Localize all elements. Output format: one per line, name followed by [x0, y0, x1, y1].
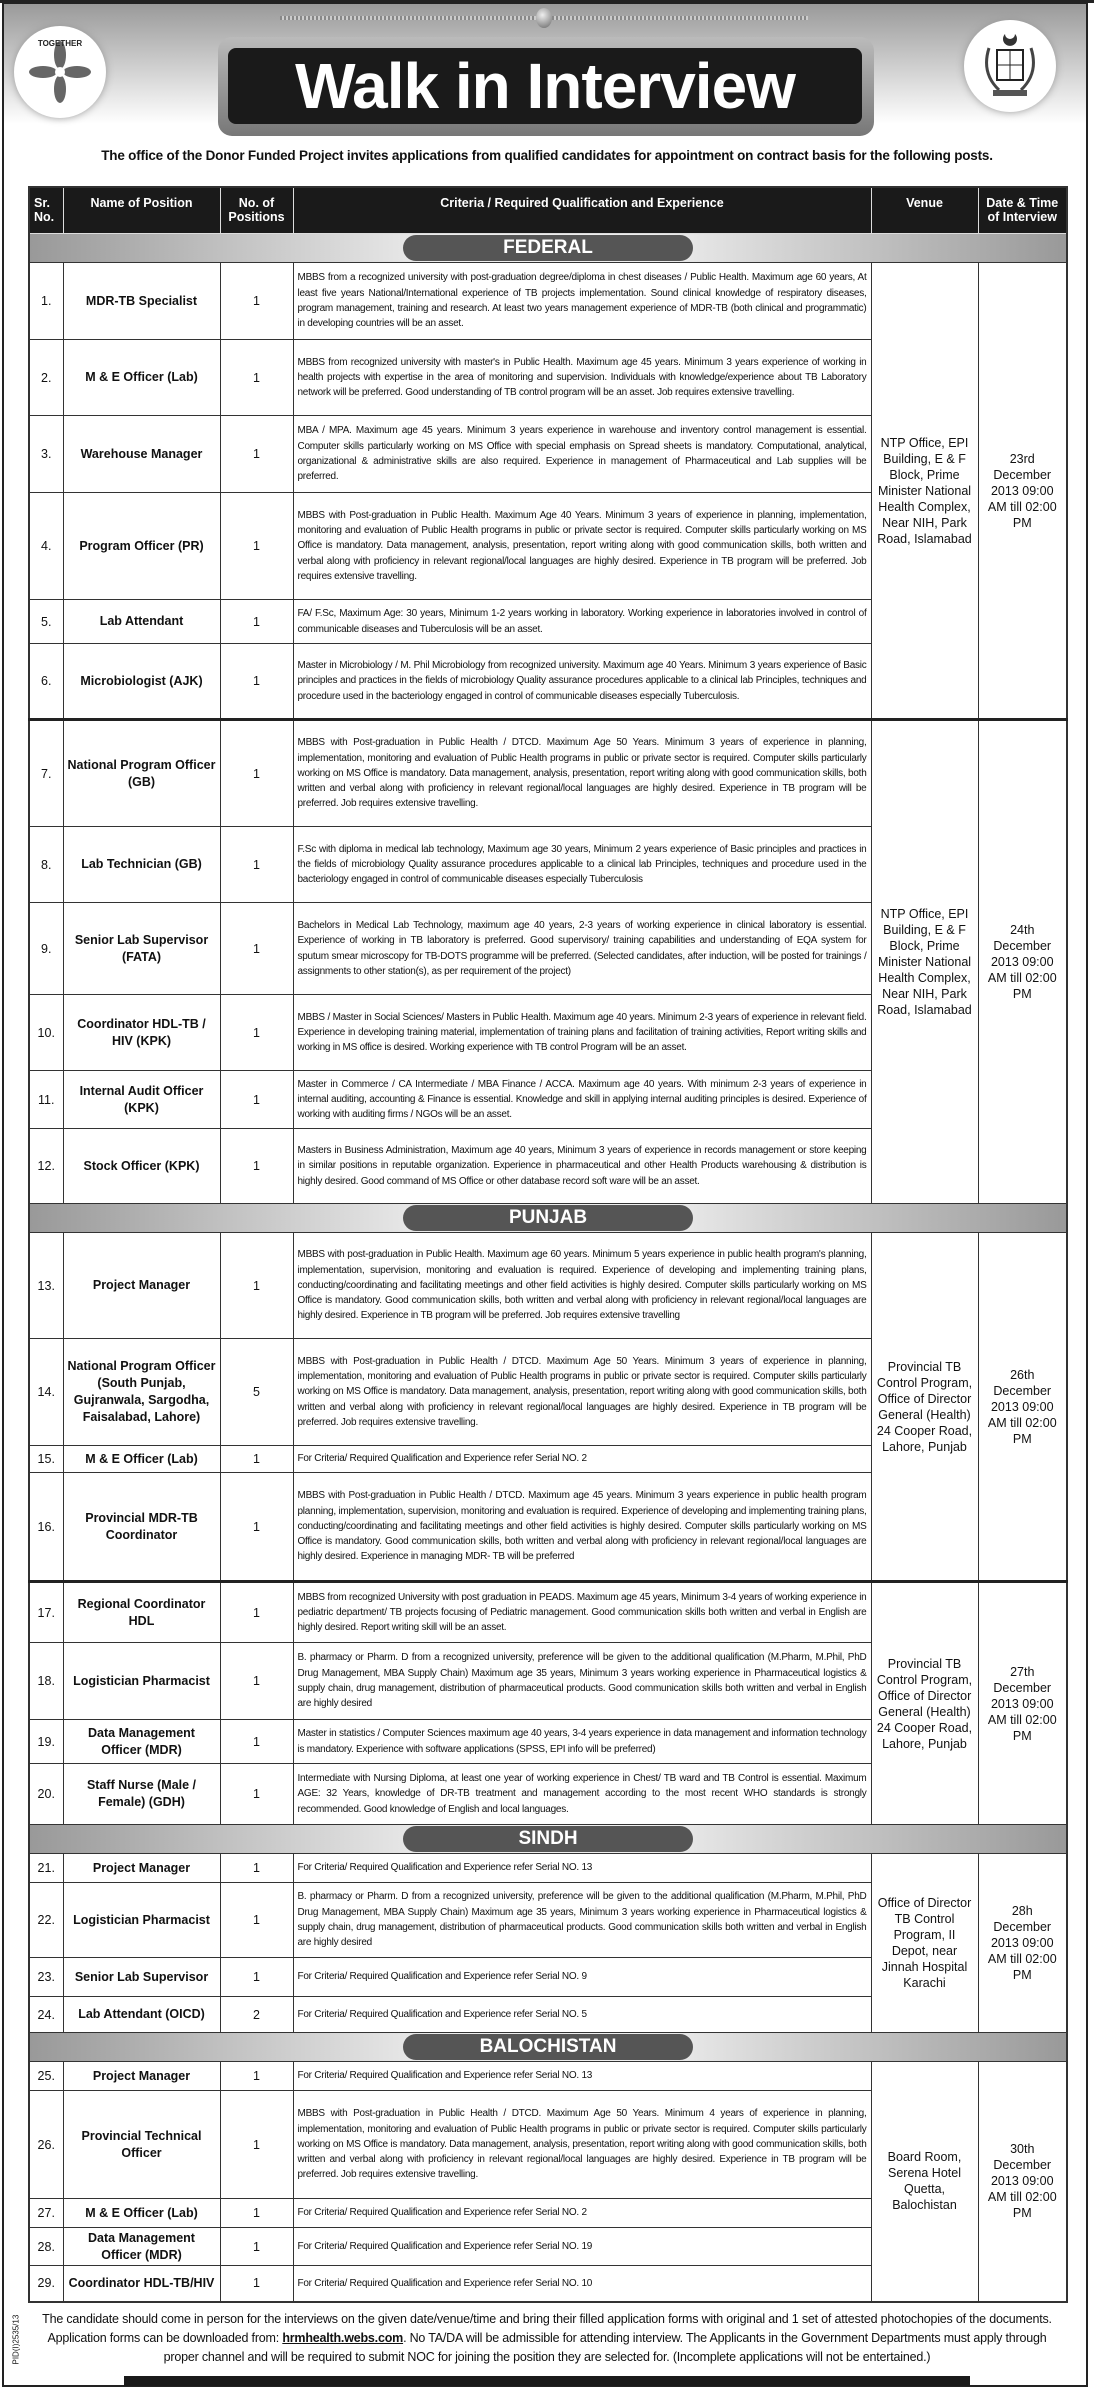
positions-count: 1 [220, 1854, 293, 1883]
criteria-text: Bachelors in Medical Lab Technology, maximum age 40 years, 2-3 years of working experience in clinical laboratory is essential. Experience of working in TB laboratory is preferred. Good supervisory/ training capabilities and understanding of EQA system for sputum smear microscopy for TB-DOTS programme will be preferred. (Selected candidates, after induction, will be posted for trainings / assignments to other station(s), as per requirement of the project) [293, 903, 871, 995]
position-name: Stock Officer (KPK) [63, 1129, 220, 1204]
serial-number: 9. [29, 903, 63, 995]
section-banner-cell [29, 2033, 1067, 2062]
serial-number: 1. [29, 263, 63, 340]
position-name: Project Manager [63, 1233, 220, 1339]
positions-count: 1 [220, 1071, 293, 1129]
positions-count: 1 [220, 1129, 293, 1204]
serial-number: 13. [29, 1233, 63, 1339]
position-name: Lab Technician (GB) [63, 827, 220, 903]
bottom-bar [124, 2376, 970, 2386]
column-header-date: Date & Time of Interview [978, 187, 1067, 234]
decorative-chain [280, 16, 536, 20]
top-border [0, 0, 1094, 3]
position-name: Project Manager [63, 2062, 220, 2091]
positions-count: 1 [220, 2266, 293, 2302]
criteria-text: MBBS from recognized University with post graduation in PEADS. Maximum age 45 years, Minimum 3-4 years of working experience in pediatric department/ TB projects focusing of Pediatric management. Good communication skills both written and verbal in English are highly desired. Report writing skill will be an asset. [293, 1582, 871, 1643]
serial-number: 23. [29, 1958, 63, 1997]
serial-number: 15. [29, 1446, 63, 1473]
footer-notice [30, 2310, 1064, 2367]
serial-number: 20. [29, 1764, 63, 1825]
serial-number: 28. [29, 2228, 63, 2266]
column-header-criteria: Criteria / Required Qualification and Experience [293, 187, 871, 234]
decorative-chain [552, 16, 808, 20]
interview-date-cell: 28h December 2013 09:00 AM till 02:00 PM [978, 1854, 1067, 2033]
positions-count: 1 [220, 995, 293, 1071]
criteria-text: F.Sc with diploma in medical lab technology, Maximum age 30 years, Minimum 2 years experience of Basic principles and practices in the fields of microbiology Quality assurance procedures applicable to a clinical lab Principles, techniques and procedure used in the bacteriology engaged in control of communicable diseases especially Tuberculosis [293, 827, 871, 903]
positions-count: 1 [220, 263, 293, 340]
position-name: Staff Nurse (Male / Female) (GDH) [63, 1764, 220, 1825]
venue-cell: Office of Director TB Control Program, II Depot, near Jinnah Hospital Karachi [871, 1854, 978, 2033]
svg-text:TOGETHER: TOGETHER [37, 39, 83, 48]
position-name: Coordinator HDL-TB / HIV (KPK) [63, 995, 220, 1071]
positions-count: 1 [220, 1233, 293, 1339]
venue-cell: Provincial TB Control Program, Office of Director General (Health) 24 Cooper Road, Lahore, Punjab [871, 1582, 978, 1825]
table-row [29, 1233, 1067, 1339]
positions-count: 1 [220, 903, 293, 995]
serial-number: 19. [29, 1720, 63, 1764]
serial-number: 3. [29, 416, 63, 493]
criteria-text: MBBS with post-graduation in Public Health. Maximum age 60 years. Minimum 5 years experience in public health program's planning, implementation, supervision, monitoring and evaluation is required. Experience of developing and implementing training plans, conducting/coordinating and facilitating meetings and other field activities is highly desired. Computer skills particularly working on MS Office is mandatory. Good communication skills, both written and verbal along with proficiency in relevant regional/local languages are highly desired. Experience in TB program will be preferred. Job requires extensive travelling [293, 1233, 871, 1339]
position-name: M & E Officer (Lab) [63, 1446, 220, 1473]
serial-number: 12. [29, 1129, 63, 1204]
serial-number: 18. [29, 1643, 63, 1720]
criteria-text: For Criteria/ Required Qualification and Experience refer Serial NO. 10 [293, 2266, 871, 2302]
interview-date-cell: 23rd December 2013 09:00 AM till 02:00 PM [978, 263, 1067, 720]
serial-number: 5. [29, 600, 63, 644]
table-header-row [29, 187, 1067, 234]
positions-count: 1 [220, 827, 293, 903]
serial-number: 24. [29, 1997, 63, 2033]
positions-table [28, 186, 1068, 2303]
position-name: Lab Attendant [63, 600, 220, 644]
position-name: Logistician Pharmacist [63, 1883, 220, 1958]
footer-text-rest: . No TA/DA will be admissible for attending interview. The Applicants in the Government Departments must apply through proper channel and will be required to submit NOC for joining the position they are selected for. (Incomplete applications will not be entertained.) [163, 2331, 1047, 2364]
position-name: Internal Audit Officer (KPK) [63, 1071, 220, 1129]
serial-number: 11. [29, 1071, 63, 1129]
criteria-text: Intermediate with Nursing Diploma, at least one year of working experience in Chest/ TB ward and TB Control is essential. Maximum AGE: 32 Years, knowledge of DR-TB treatment and management according to the most recent WHO standards is strongly recommended. Good knowledge of English and local languages. [293, 1764, 871, 1825]
positions-count: 1 [220, 2062, 293, 2091]
criteria-text: FA/ F.Sc, Maximum Age: 30 years, Minimum 1-2 years working in laboratory. Working experience in laboratories involved in control of communicable diseases and Tuberculosis will be an asset. [293, 600, 871, 644]
section-banner-row [29, 2033, 1067, 2062]
position-name: Coordinator HDL-TB/HIV [63, 2266, 220, 2302]
serial-number: 21. [29, 1854, 63, 1883]
position-name: MDR-TB Specialist [63, 263, 220, 340]
position-name: Regional Coordinator HDL [63, 1582, 220, 1643]
venue-cell: Provincial TB Control Program, Office of Director General (Health) 24 Cooper Road, Lahore, Punjab [871, 1233, 978, 1582]
column-header-sr: Sr. No. [29, 187, 63, 234]
serial-number: 7. [29, 720, 63, 827]
serial-number: 16. [29, 1473, 63, 1582]
position-name: Provincial Technical Officer [63, 2091, 220, 2199]
positions-count: 1 [220, 644, 293, 720]
positions-count: 1 [220, 600, 293, 644]
criteria-text: For Criteria/ Required Qualification and Experience refer Serial NO. 9 [293, 1958, 871, 1997]
serial-number: 27. [29, 2199, 63, 2228]
positions-count: 1 [220, 1883, 293, 1958]
positions-count: 1 [220, 2091, 293, 2199]
section-banner-row [29, 234, 1067, 263]
position-name: Program Officer (PR) [63, 493, 220, 600]
positions-count: 1 [220, 1764, 293, 1825]
position-name: Senior Lab Supervisor [63, 1958, 220, 1997]
position-name: National Program Officer (South Punjab, Gujranwala, Sargodha, Faisalabad, Lahore) [63, 1339, 220, 1446]
position-name: Logistician Pharmacist [63, 1643, 220, 1720]
section-title: BALOCHISTAN [403, 2034, 693, 2060]
criteria-text: Masters in Business Administration, Maximum age 40 years, Minimum 3 years of experience in records management or store keeping in similar positions in reputable organization. Experience in pharmaceutical and other Health Products warehousing & distribution is highly desired. Good command of MS Office or other database record soft ware will be an asset. [293, 1129, 871, 1204]
section-title: FEDERAL [403, 235, 693, 261]
criteria-text: B. pharmacy or Pharm. D from a recognized university, preference will be given to the additional qualification (M.Pharm, M.Phil, PhD Drug Management, MBA Supply Chain) Maximum age 35 years, Minimum 3 years working experience in Pharmaceutical logistics & supply chain, drug management, distribution of pharmaceutical products. Good communication skills both written and verbal in English are highly desired [293, 1883, 871, 1958]
positions-count: 1 [220, 1958, 293, 1997]
position-name: Lab Attendant (OICD) [63, 1997, 220, 2033]
position-name: Microbiologist (AJK) [63, 644, 220, 720]
section-title: SINDH [403, 1826, 693, 1852]
positions-count: 1 [220, 1473, 293, 1582]
decorative-bead [536, 8, 552, 28]
position-name: Senior Lab Supervisor (FATA) [63, 903, 220, 995]
positions-count: 1 [220, 340, 293, 416]
positions-count: 1 [220, 720, 293, 827]
positions-count: 1 [220, 2228, 293, 2266]
intro-text: The office of the Donor Funded Project invites applications from qualified candidates for appointment on contract basis for the following posts. [101, 148, 993, 163]
flower-logo-icon [25, 37, 95, 107]
criteria-text: Master in statistics / Computer Sciences maximum age 40 years, 3-4 years experience in data management and information technology is mandatory. Experience with software applications (SPSS, EPI info will be preferred) [293, 1720, 871, 1764]
criteria-text: MBA / MPA. Maximum age 45 years. Minimum 3 years experience in warehouse and inventory control management is essential. Computer skills particularly working on MS Office with special emphasis on Spread sheets is mandatory. Computational, analytical, organizational & administrative skills are also required. Experience in management of Pharmaceutical and Lab supplies will be preferred. [293, 416, 871, 493]
interview-date-cell: 26th December 2013 09:00 AM till 02:00 PM [978, 1233, 1067, 1582]
criteria-text: B. pharmacy or Pharm. D from a recognized university, preference will be given to the additional qualification (M.Pharm, M.Phil, PhD Drug Management, MBA Supply Chain) Maximum age 35 years, Minimum 3 years working experience in Pharmaceutical logistics & supply chain, drug management, distribution of pharmaceutical products. Good communication skills both written and verbal in English are highly desired [293, 1643, 871, 1720]
serial-number: 22. [29, 1883, 63, 1958]
section-banner-cell [29, 1204, 1067, 1233]
interview-date-cell: 24th December 2013 09:00 AM till 02:00 PM [978, 720, 1067, 1204]
section-banner-row [29, 1204, 1067, 1233]
serial-number: 29. [29, 2266, 63, 2302]
positions-count: 1 [220, 416, 293, 493]
position-name: National Program Officer (GB) [63, 720, 220, 827]
table-body [29, 234, 1067, 2302]
criteria-text: For Criteria/ Required Qualification and Experience refer Serial NO. 19 [293, 2228, 871, 2266]
government-emblem [964, 20, 1056, 112]
table-row [29, 1854, 1067, 1883]
venue-cell: NTP Office, EPI Building, E & F Block, Prime Minister National Health Complex, Near NIH, Park Road, Islamabad [871, 263, 978, 720]
column-header-count: No. of Positions [220, 187, 293, 234]
section-banner-cell [29, 1825, 1067, 1854]
criteria-text: Master in Commerce / CA Intermediate / MBA Finance / ACCA. Maximum age 40 years. With minimum 2-3 years of experience in internal auditing, accounting & Finance is essential. Knowledge and skill in applying internal auditing principles is desired. Experience of working with auditing firms / NGOs will be an asset. [293, 1071, 871, 1129]
serial-number: 14. [29, 1339, 63, 1446]
interview-date-cell: 30th December 2013 09:00 AM till 02:00 PM [978, 2062, 1067, 2302]
position-name: Warehouse Manager [63, 416, 220, 493]
serial-number: 26. [29, 2091, 63, 2199]
position-name: Provincial MDR-TB Coordinator [63, 1473, 220, 1582]
criteria-text: MBBS / Master in Social Sciences/ Masters in Public Health. Maximum age 40 years. Minimum 2-3 years of experience in relevant field. Experience in developing training material, implementation of training plans and facilitation of training activities, Report writing skills and working in MS office is desired. Working experience with TB control Program will be an asset. [293, 995, 871, 1071]
position-name: Data Management Officer (MDR) [63, 2228, 220, 2266]
serial-number: 25. [29, 2062, 63, 2091]
positions-count: 5 [220, 1339, 293, 1446]
section-title: PUNJAB [403, 1205, 693, 1231]
criteria-text: For Criteria/ Required Qualification and Experience refer Serial NO. 13 [293, 1854, 871, 1883]
positions-count: 1 [220, 1643, 293, 1720]
positions-count: 1 [220, 1720, 293, 1764]
venue-cell: NTP Office, EPI Building, E & F Block, Prime Minister National Health Complex, Near NIH, Park Road, Islamabad [871, 720, 978, 1204]
criteria-text: For Criteria/ Required Qualification and Experience refer Serial NO. 2 [293, 1446, 871, 1473]
state-emblem-icon [975, 28, 1045, 104]
section-banner-row [29, 1825, 1067, 1854]
position-name: M & E Officer (Lab) [63, 2199, 220, 2228]
positions-count: 1 [220, 1582, 293, 1643]
criteria-text: MBBS from a recognized university with post-graduation degree/diploma in chest diseases / Public Health. Maximum age 60 years, At least five years National/International experience of TB projects implementation. Sound clinical knowledge of respiratory diseases, program management, training and research. At least two years management experience of MDR-TB (both clinical and programmatic) in developing countries will be an asset. [293, 263, 871, 340]
criteria-text: For Criteria/ Required Qualification and Experience refer Serial NO. 2 [293, 2199, 871, 2228]
criteria-text: MBBS with Post-graduation in Public Health. Maximum Age 40 Years. Minimum 3 years of experience in planning, implementation, monitoring and evaluation of Public Health programs in public or private sector is required. Computer skills particularly working on MS Office is mandatory. Data management, analysis, presentation, report writing along with good communication skills, both written and verbal along with proficiency in relevant regional/local languages are highly desired. Experience in TB program will be preferred. Job requires extensive travelling. [293, 493, 871, 600]
interview-date-cell: 27th December 2013 09:00 AM till 02:00 PM [978, 1582, 1067, 1825]
table-row [29, 720, 1067, 827]
criteria-text: Master in Microbiology / M. Phil Microbiology from recognized university. Maximum age 40 Years. Minimum 3 years experience of Basic principles and practices in the fields of microbiology Quality assurance procedures applicable to a clinical lab Principles, techniques and procedure used in the bacteriology engaged in control of communicable diseases especially Tuberculosis. [293, 644, 871, 720]
serial-number: 4. [29, 493, 63, 600]
serial-number: 10. [29, 995, 63, 1071]
criteria-text: MBBS with Post-graduation in Public Health / DTCD. Maximum Age 50 Years. Minimum 4 years of experience in planning, implementation, monitoring and evaluation of Public Health programs in public or private sector is required. Computer skills particularly working on MS Office is mandatory. Data management, analysis, presentation, report writing along with good communication skills, both written and verbal along with proficiency in relevant regional/local languages are highly desired. Experience in TB program will be preferred. Job requires extensive travelling. [293, 2091, 871, 2199]
venue-cell: Board Room, Serena Hotel Quetta, Balochistan [871, 2062, 978, 2302]
download-link[interactable]: hrmhealth.webs.com [282, 2331, 404, 2345]
position-name: Project Manager [63, 1854, 220, 1883]
together-logo [14, 26, 106, 118]
serial-number: 8. [29, 827, 63, 903]
criteria-text: MBBS with Post-graduation in Public Health / DTCD. Maximum Age 50 Years. Minimum 3 years of experience in planning, implementation, monitoring and evaluation of Public Health programs in public or private sector is required. Computer skills particularly working on MS Office is mandatory. Data management, analysis, presentation, report writing along with good communication skills, both written and verbal along with proficiency in relevant regional/local languages are highly desired. Experience in TB program will be preferred. Job requires extensive travelling. [293, 720, 871, 827]
serial-number: 17. [29, 1582, 63, 1643]
table-row [29, 263, 1067, 340]
position-name: M & E Officer (Lab) [63, 340, 220, 416]
section-banner-cell [29, 234, 1067, 263]
positions-count: 1 [220, 2199, 293, 2228]
positions-count: 2 [220, 1997, 293, 2033]
publication-id: PID(I)2535/13 [11, 2314, 21, 2365]
serial-number: 2. [29, 340, 63, 416]
table-row [29, 1582, 1067, 1643]
serial-number: 6. [29, 644, 63, 720]
page-title: Walk in Interview [228, 48, 862, 124]
criteria-text: For Criteria/ Required Qualification and Experience refer Serial NO. 13 [293, 2062, 871, 2091]
criteria-text: MBBS with Post-graduation in Public Health / DTCD. Maximum Age 50 Years. Minimum 3 years of experience in planning, implementation, monitoring and evaluation of Public Health programs in public or private sector is required. Computer skills particularly working on MS Office is mandatory. Data management, analysis, presentation, report writing along with good communication skills, both written and verbal along with proficiency in relevant regional/local languages are highly desired. Experience in TB program will be preferred. Job requires extensive travelling. [293, 1339, 871, 1446]
criteria-text: For Criteria/ Required Qualification and Experience refer Serial NO. 5 [293, 1997, 871, 2033]
footer-text: The candidate should come in person for the interviews on the given date/venue/time and bring their filled application forms with original and 1 set of attested photochopies of the documents. Application forms can be downloaded from: [42, 2312, 1052, 2345]
column-header-venue: Venue [871, 187, 978, 234]
table-row [29, 2062, 1067, 2091]
position-name: Data Management Officer (MDR) [63, 1720, 220, 1764]
criteria-text: MBBS from recognized university with master's in Public Health. Maximum age 45 years. Minimum 3 years experience of working in health projects with expertise in the area of monitoring and supervision. Individuals with knowledge/experience about TB Laboratory network will be preferred. Good understanding of TB control program will be an asset. Job requires extensive travelling. [293, 340, 871, 416]
criteria-text: MBBS with Post-graduation in Public Health / DTCD. Maximum age 45 years. Minimum 3 years experience in public health program planning, implementation, supervision, monitoring and evaluation is required. Experience of developing and implementing training plans, conducting/coordinating and facilitating meetings and other field activities is highly desired. Computer skills particularly working on MS Office is mandatory. Good communication skills, both written and verbal along with proficiency in relevant regional/local languages are highly desired. Experience in managing MDR- TB will be preferred [293, 1473, 871, 1582]
positions-count: 1 [220, 493, 293, 600]
column-header-name: Name of Position [63, 187, 220, 234]
positions-count: 1 [220, 1446, 293, 1473]
